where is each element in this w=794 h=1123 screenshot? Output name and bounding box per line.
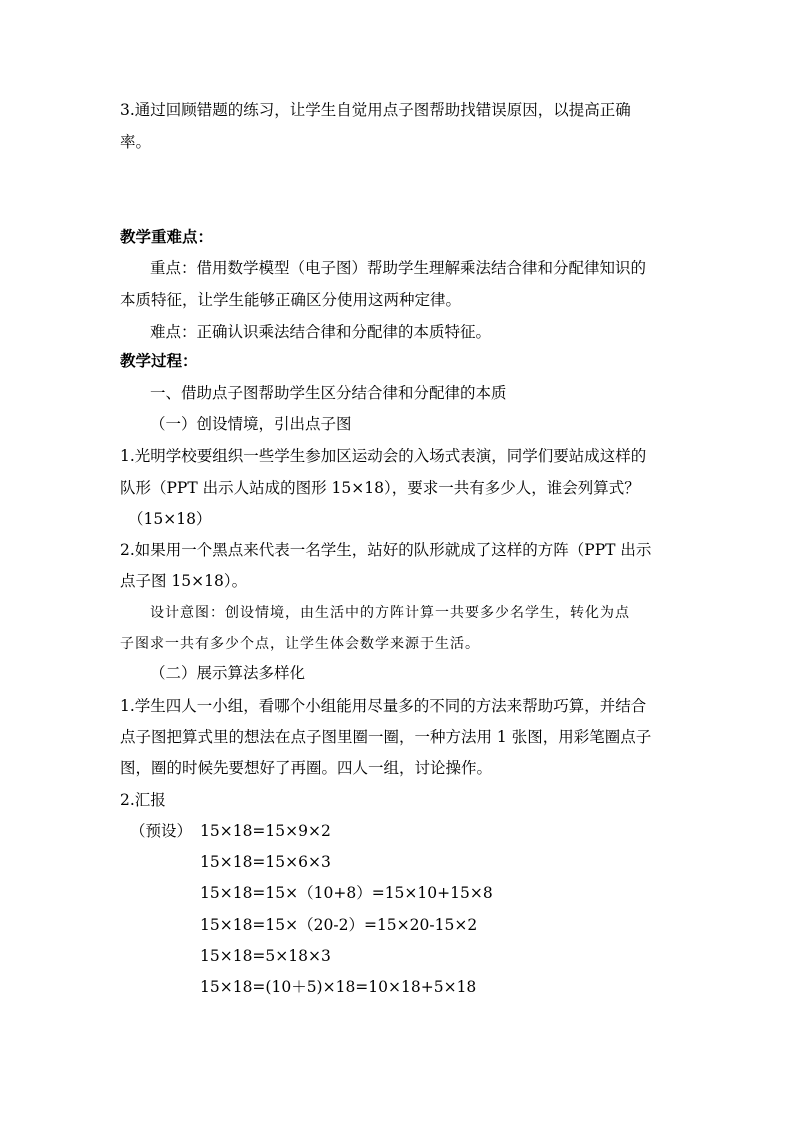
design-intent-line-2: 子图求一共有多少个点，让学生体会数学来源于生活。 xyxy=(120,636,480,652)
item-2-line-2: 点子图 15×18）。 xyxy=(120,572,248,590)
focus-line-2: 本质特征，让学生能够正确区分使用这两种定律。 xyxy=(120,291,462,309)
key-points-heading: 教学重难点： xyxy=(120,227,214,246)
group-activity-line-2: 点子图把算式里的想法在点子图里圈一圈，一种方法用 1 张图，用彩笔圈点子 xyxy=(120,728,652,746)
formula-line: 15×18=15×6×3 xyxy=(200,853,331,871)
design-intent-line-1: 设计意图：创设情境，由生活中的方阵计算一共要多少名学生，转化为点 xyxy=(150,605,630,621)
subsection-1-title: （一）创设情境，引出点子图 xyxy=(150,415,352,433)
focus-line-1: 重点：借用数学模型（电子图）帮助学生理解乘法结合律和分配律知识的 xyxy=(150,259,647,277)
item-1-line-3: （15×18） xyxy=(128,510,212,528)
group-activity-line-3: 图，圈的时候先要想好了再圈。四人一组，讨论操作。 xyxy=(120,759,493,777)
subsection-2-title: （二）展示算法多样化 xyxy=(150,664,306,682)
formula-line: 15×18=5×18×3 xyxy=(200,947,331,965)
item-1-line-2: 队形（PPT 出示人站成的图形 15×18），要求一共有多少人，谁会列算式？ xyxy=(120,479,640,497)
item-1-line-1: 1.光明学校要组织一些学生参加区运动会的入场式表演，同学们要站成这样的 xyxy=(120,447,647,465)
preset-label: （预设） xyxy=(130,822,193,840)
difficulty-line: 难点：正确认识乘法结合律和分配律的本质特征。 xyxy=(150,323,492,341)
process-heading: 教学过程： xyxy=(120,351,198,370)
section-1-title: 一、借助点子图帮助学生区分结合律和分配律的本质 xyxy=(150,384,507,402)
group-activity-line-1: 1.学生四人一小组，看哪个小组能用尽量多的不同的方法来帮助巧算，并结合 xyxy=(120,697,647,715)
objective-3-line-1: 3.通过回顾错题的练习，让学生自觉用点子图帮助找错误原因，以提高正确 xyxy=(120,101,631,119)
formula-line: 15×18=(10＋5)×18=10×18+5×18 xyxy=(200,978,477,996)
formula-line: 15×18=15×（20-2）=15×20-15×2 xyxy=(200,916,478,934)
formula-line: 15×18=15×9×2 xyxy=(200,822,331,840)
formula-line: 15×18=15×（10+8）=15×10+15×8 xyxy=(200,884,493,902)
objective-3-line-2: 率。 xyxy=(120,133,152,151)
report-title: 2.汇报 xyxy=(120,791,166,809)
item-2-line-1: 2.如果用一个黑点来代表一名学生，站好的队形就成了这样的方阵（PPT 出示 xyxy=(120,541,652,559)
